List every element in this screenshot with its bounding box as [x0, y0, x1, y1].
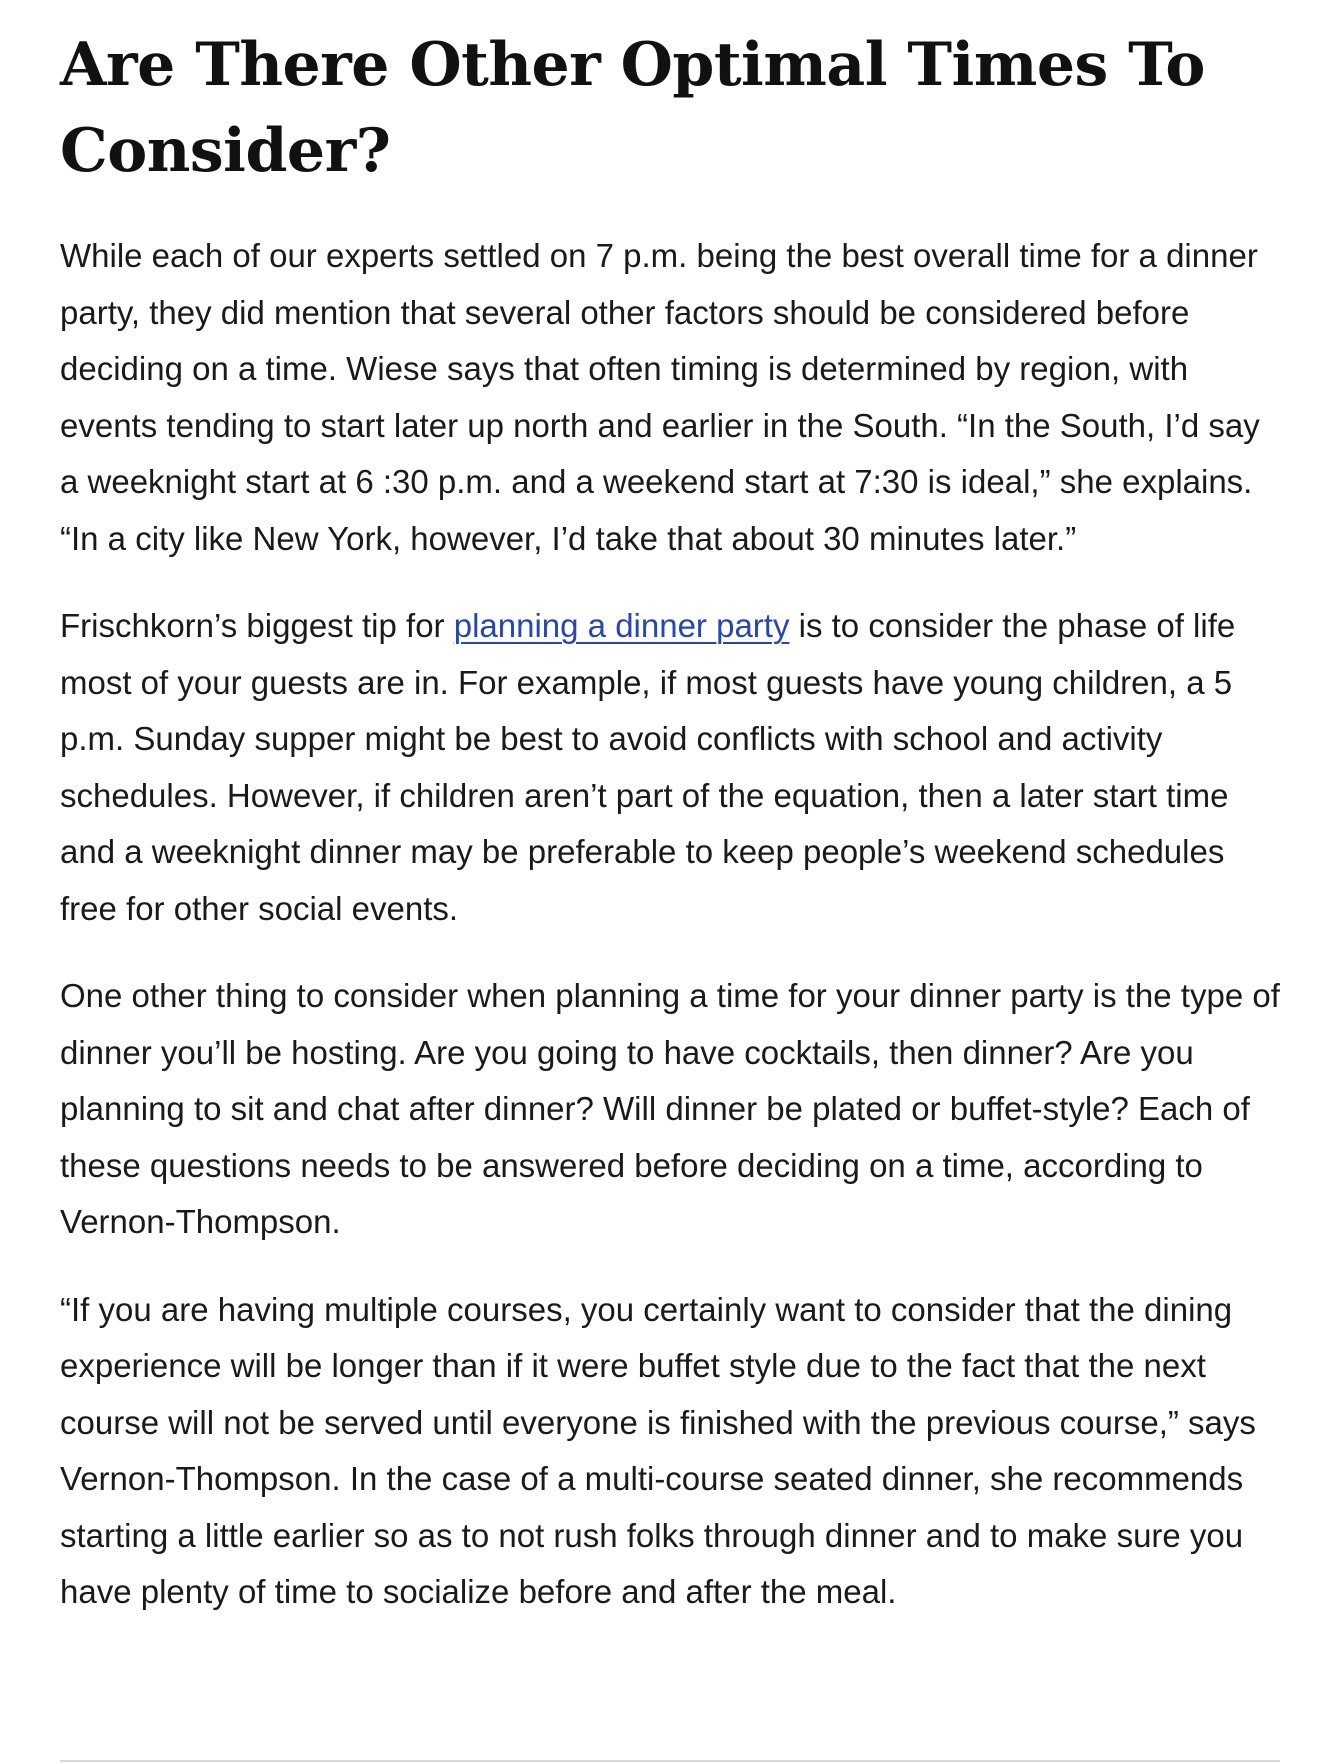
planning-dinner-party-link[interactable]: planning a dinner party [453, 607, 790, 644]
section-heading: Are There Other Optimal Times To Consider? [60, 30, 1205, 186]
paragraph-phase-of-life [60, 598, 1280, 937]
section-divider [60, 1760, 1280, 1762]
paragraph-regional-timing: While each of our experts settled on 7 p.m. being the best overall time for a dinner party, they did mention that several other factors should be considered before deciding on a time. Wiese says that often timing is determined by region, with events tending to start later up north and earlier in the South. “In the South, I’d say a weeknight start at 6 :30 p.m. and a weekend start at 7:30 is ideal,” she explains. “In a city like New York, however, I’d take that about 30 minutes later.” [60, 237, 1260, 557]
paragraph-dinner-type: One other thing to consider when planning a time for your dinner party is the type of dinner you’ll be hosting. Are you going to have cocktails, then dinner? Are you planning to sit and chat after dinner? Will dinner be plated or buffet-style? Each of these questions needs to be answered before deciding on a time, according to Vernon-Thompson. [60, 977, 1280, 1240]
article-body [60, 22, 1280, 1652]
paragraph-text-after-link: is to consider the phase of life most of your guests are in. For example, if most guests have young children, a 5 p.m. Sunday supper might be best to avoid conflicts with school and activity schedules. However, if children aren’t part of the equation, then a later start time and a weeknight dinner may be preferable to keep people’s weekend schedules free for other social events. [60, 607, 1236, 927]
paragraph-text-before-link: Frischkorn’s biggest tip for [60, 607, 454, 644]
paragraph-multiple-courses-quote: “If you are having multiple courses, you certainly want to consider that the dining experience will be longer than if it were buffet style due to the fact that the next course will not be served until everyone is finished with the previous course,” says Vernon-Thompson. In the case of a multi-course seated dinner, she recommends starting a little earlier so as to not rush folks through dinner and to make sure you have plenty of time to socialize before and after the meal. [60, 1290, 1256, 1610]
